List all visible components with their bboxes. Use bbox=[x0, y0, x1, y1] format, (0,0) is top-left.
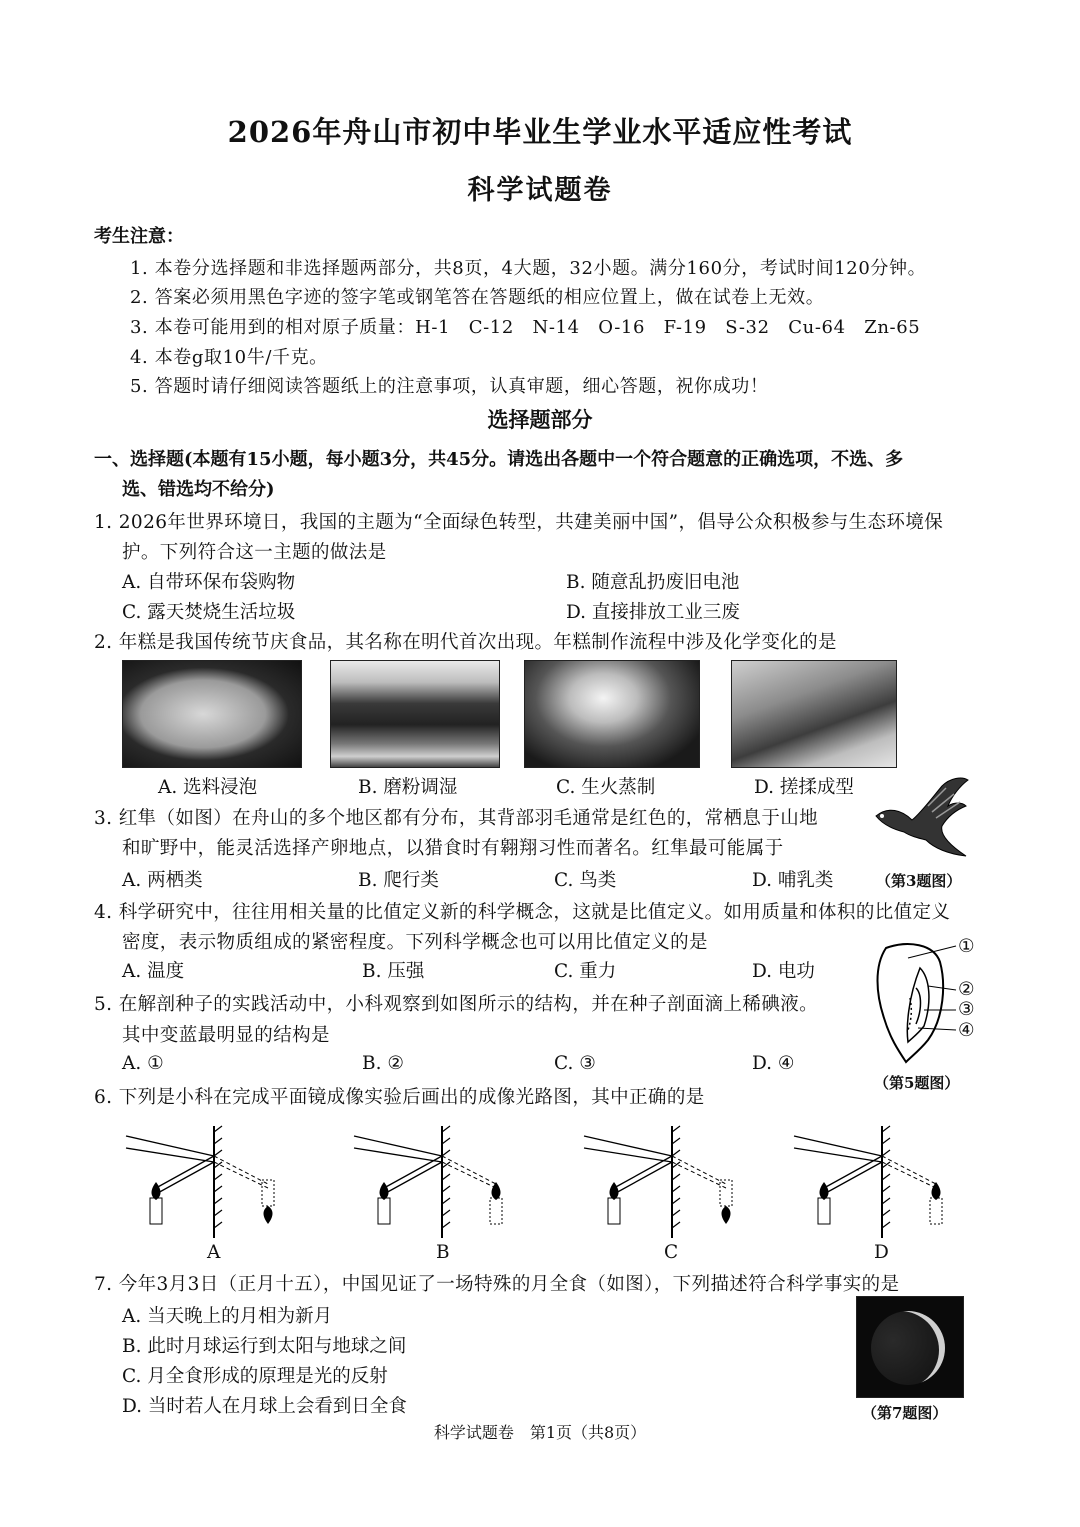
part1-line1: 一、选择题(本题有15小题，每小题3分，共45分。请选出各题中一个符合题意的正确选项，不选、多 bbox=[94, 449, 904, 470]
q6-diagram-b bbox=[346, 1120, 536, 1245]
q3-option-a: A. 两栖类 bbox=[122, 870, 203, 891]
q6-stem: 6. 下列是小科在完成平面镜成像实验后画出的成像光路图，其中正确的是 bbox=[94, 1087, 705, 1108]
seed-label-3: ③ bbox=[958, 999, 975, 1020]
q7-figure-caption: （第7题图） bbox=[862, 1404, 948, 1422]
notice-heading: 考生注意： bbox=[94, 226, 184, 247]
q4-stem-2: 密度，表示物质组成的紧密程度。下列科学概念也可以用比值定义的是 bbox=[122, 932, 708, 953]
q2-stem: 2. 年糕是我国传统节庆食品，其名称在明代首次出现。年糕制作流程中涉及化学变化的是 bbox=[94, 632, 837, 653]
q6-diagram-d bbox=[786, 1120, 976, 1245]
q3-stem-2: 和旷野中，能灵活选择产卵地点，以猎食时有翱翔习性而著名。红隼最可能属于 bbox=[122, 838, 784, 859]
q6-label-a: A bbox=[207, 1242, 221, 1263]
q2-option-c: C. 生火蒸制 bbox=[556, 777, 656, 798]
q7-option-c: C. 月全食形成的原理是光的反射 bbox=[122, 1366, 388, 1387]
notice-item-3: 3. 本卷可能用到的相对原子质量：H-1 C-12 N-14 O-16 F-19 S-32 Cu-64 Zn-65 bbox=[130, 317, 921, 338]
seed-label-1: ① bbox=[958, 936, 975, 957]
q7-option-d: D. 当时若人在月球上会看到日全食 bbox=[122, 1396, 407, 1417]
page-subtitle: 科学试题卷 bbox=[467, 175, 613, 206]
q2-option-d: D. 搓揉成型 bbox=[754, 777, 854, 798]
q4-option-a: A. 温度 bbox=[122, 961, 185, 982]
q7-option-b: B. 此时月球运行到太阳与地球之间 bbox=[122, 1336, 407, 1357]
q6-diagram-c bbox=[576, 1120, 766, 1245]
q3-option-c: C. 鸟类 bbox=[554, 870, 617, 891]
notice-item-4: 4. 本卷g取10牛/千克。 bbox=[130, 347, 328, 368]
q5-option-a: A. ① bbox=[122, 1053, 164, 1074]
page-title: 2026年舟山市初中毕业生学业水平适应性考试 bbox=[227, 115, 853, 149]
section-title: 选择题部分 bbox=[487, 407, 593, 432]
notice-item-1: 1. 本卷分选择题和非选择题两部分，共8页，4大题，32小题。满分160分，考试时间120分钟。 bbox=[130, 258, 927, 279]
q5-stem-2: 其中变蓝最明显的结构是 bbox=[122, 1025, 330, 1046]
q5-stem-1: 5. 在解剖种子的实践活动中，小科观察到如图所示的结构，并在种子剖面滴上稀碘液。 bbox=[94, 994, 819, 1015]
q3-option-b: B. 爬行类 bbox=[358, 870, 439, 891]
q5-option-d: D. ④ bbox=[752, 1053, 795, 1074]
eclipsed-moon bbox=[871, 1311, 945, 1385]
q1-option-b: B. 随意乱扔废旧电池 bbox=[566, 572, 740, 593]
q3-figure-caption: （第3题图） bbox=[876, 872, 962, 890]
q6-label-c: C bbox=[664, 1242, 679, 1263]
notice-item-5: 5. 答题时请仔细阅读答题纸上的注意事项，认真审题，细心答题，祝你成功！ bbox=[130, 376, 769, 397]
q2-option-b: B. 磨粉调湿 bbox=[358, 777, 458, 798]
q4-option-c: C. 重力 bbox=[554, 961, 617, 982]
q3-option-d: D. 哺乳类 bbox=[752, 870, 834, 891]
q1-option-c: C. 露天焚烧生活垃圾 bbox=[122, 602, 296, 623]
q2-option-a: A. 选料浸泡 bbox=[158, 777, 258, 798]
q2-photo-steaming bbox=[524, 660, 700, 768]
q6-label-b: B bbox=[436, 1242, 450, 1263]
seed-label-2: ② bbox=[958, 979, 975, 1000]
notice-item-2: 2. 答案必须用黑色字迹的签字笔或钢笔答在答题纸的相应位置上，做在试卷上无效。 bbox=[130, 287, 825, 308]
q6-label-d: D bbox=[874, 1242, 889, 1263]
q3-stem-1: 3. 红隼（如图）在舟山的多个地区都有分布，其背部羽毛通常是红色的，常栖息于山地 bbox=[94, 808, 819, 829]
q2-photo-kneading bbox=[731, 660, 897, 768]
seed-label-4: ④ bbox=[958, 1020, 975, 1041]
q1-stem-1: 1. 2026年世界环境日，我国的主题为“全面绿色转型，共建美丽中国”，倡导公众积极参与生态环境保 bbox=[94, 512, 944, 533]
q2-photo-soaking bbox=[122, 660, 302, 768]
q5-figure-caption: （第5题图） bbox=[874, 1074, 960, 1092]
q4-option-b: B. 压强 bbox=[362, 961, 425, 982]
part1-line2: 选、错选均不给分) bbox=[122, 479, 275, 500]
q4-option-d: D. 电功 bbox=[752, 961, 815, 982]
q4-stem-1: 4. 科学研究中，往往用相关量的比值定义新的科学概念，这就是比值定义。如用质量和体积的比值定义 bbox=[94, 902, 951, 923]
q7-option-a: A. 当天晚上的月相为新月 bbox=[122, 1306, 333, 1327]
q6-diagram-a bbox=[118, 1120, 308, 1245]
q1-option-d: D. 直接排放工业三废 bbox=[566, 602, 740, 623]
lunar-eclipse-photo bbox=[856, 1296, 964, 1398]
q7-stem: 7. 今年3月3日（正月十五），中国见证了一场特殊的月全食（如图），下列描述符合科学事实的是 bbox=[94, 1274, 900, 1295]
q5-option-c: C. ③ bbox=[554, 1053, 596, 1074]
q2-photo-grinding bbox=[330, 660, 500, 768]
kestrel-figure bbox=[868, 776, 972, 866]
page-footer: 科学试题卷 第1页（共8页） bbox=[433, 1423, 647, 1442]
q5-option-b: B. ② bbox=[362, 1053, 404, 1074]
q1-option-a: A. 自带环保布袋购物 bbox=[122, 572, 296, 593]
q1-stem-2: 护。下列符合这一主题的做法是 bbox=[122, 542, 387, 563]
